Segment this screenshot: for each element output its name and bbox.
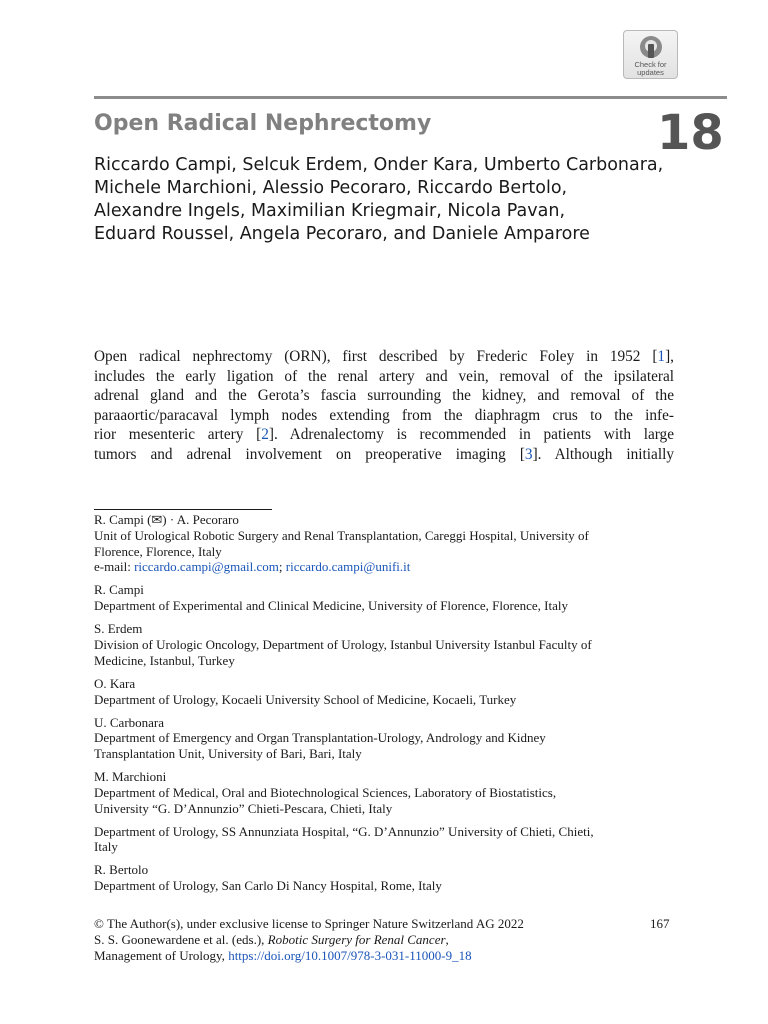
author-list — [94, 154, 694, 246]
email-link-unifi[interactable]: riccardo.campi@unifi.it — [285, 559, 411, 575]
affiliation-dept: Department of Emergency and Organ Transplantation-Urology, Andrology and Kidney — [94, 730, 546, 746]
editors-text: S. S. Goonewardene et al. (eds.), — [94, 931, 268, 947]
doi-link[interactable]: https://doi.org/10.1007/978-3-031-11000-9_18 — [228, 947, 472, 963]
body-text: tumors and adrenal involvement on preoperative imaging [ — [94, 445, 525, 463]
body-text: ]. Although initially — [532, 445, 674, 463]
affiliation-dept: Florence, Florence, Italy — [94, 543, 222, 559]
author-line: Alexandre Ingels, Maximilian Kriegmair, Nicola Pavan, — [94, 201, 566, 221]
body-line — [94, 425, 674, 445]
affiliations — [94, 512, 674, 901]
affiliation-dept: Department of Urology, Kocaeli University School of Medicine, Kocaeli, Turkey — [94, 691, 517, 707]
series-text: Management of Urology, — [94, 947, 229, 963]
badge-label-line1: Check for — [634, 60, 667, 69]
author-line: Michele Marchioni, Alessio Pecoraro, Riccardo Bertolo, — [94, 178, 568, 198]
affiliation-dept: Department of Urology, SS Annunziata Hospital, “G. D’Annunzio” University of Chieti, Chieti, — [94, 823, 594, 839]
punctuation: , — [445, 931, 449, 947]
body-text: ], — [665, 348, 674, 365]
affiliation-dept: University “G. D’Annunzio” Chieti-Pescara, Chieti, Italy — [94, 800, 393, 816]
affiliation-names: R. Campi — [94, 582, 144, 598]
body-line: paraaortic/paracaval lymph nodes extending from the diaphragm crus to the infe- — [94, 406, 674, 424]
affiliation-block — [94, 676, 674, 708]
author-line: Eduard Roussel, Angela Pecoraro, and Daniele Amparore — [94, 224, 590, 244]
body-text: ]. Adrenalectomy is recommended in patients with large — [268, 426, 674, 443]
affiliation-block — [94, 769, 674, 816]
affiliation-block — [94, 715, 674, 762]
body-line: includes the early ligation of the renal artery and vein, removal of the ipsilateral — [94, 367, 674, 385]
citation-link[interactable]: 3 — [524, 445, 533, 463]
email-line — [94, 559, 674, 575]
email-separator: ; — [278, 559, 286, 575]
affiliation-block — [94, 582, 674, 614]
affiliation-names: M. Marchioni — [94, 769, 167, 785]
chapter-number: 18 — [657, 105, 724, 161]
email-label: e-mail: — [94, 559, 135, 575]
affiliation-dept: Division of Urologic Oncology, Department of Urology, Istanbul University Istanbul Faculty of — [94, 636, 592, 652]
check-for-updates-badge[interactable] — [623, 30, 678, 79]
book-title: Robotic Surgery for Renal Cancer — [267, 931, 446, 947]
affiliation-dept: Medicine, Istanbul, Turkey — [94, 652, 235, 668]
page-number: 167 — [650, 916, 670, 931]
affiliation-dept: Transplantation Unit, University of Bari, Bari, Italy — [94, 746, 362, 762]
body-paragraph — [94, 347, 674, 464]
affiliation-names: S. Erdem — [94, 621, 143, 637]
page-footer — [94, 916, 674, 963]
body-line — [94, 347, 674, 367]
affiliation-dept: Italy — [94, 839, 118, 855]
affiliation-dept: Unit of Urological Robotic Surgery and Renal Transplantation, Careggi Hospital, University of — [94, 527, 589, 543]
affiliation-names: U. Carbonara — [94, 714, 165, 730]
series-line — [94, 948, 674, 964]
badge-label-line2: updates — [637, 68, 664, 77]
footnote-rule — [94, 509, 272, 510]
affiliation-names: R. Bertolo — [94, 862, 149, 878]
affiliation-names: R. Campi (✉) · A. Pecoraro — [94, 512, 239, 527]
citation-line — [94, 932, 674, 948]
email-link-gmail[interactable]: riccardo.campi@gmail.com — [134, 559, 279, 575]
affiliation-block — [94, 621, 674, 668]
citation-link[interactable]: 1 — [657, 348, 666, 365]
body-text: rior mesenteric artery [ — [94, 426, 262, 443]
affiliation-dept: Department of Urology, San Carlo Di Nancy Hospital, Rome, Italy — [94, 878, 442, 894]
affiliation-dept: Department of Experimental and Clinical Medicine, University of Florence, Florence, Italy — [94, 598, 568, 614]
affiliation-names: O. Kara — [94, 675, 136, 691]
crossmark-icon — [640, 36, 662, 58]
chapter-title: Open Radical Nephrectomy — [94, 111, 432, 136]
citation-link[interactable]: 2 — [261, 426, 269, 443]
body-text: Open radical nephrectomy (ORN), first described by Frederic Foley in 1952 [ — [94, 348, 658, 365]
affiliation-block — [94, 862, 674, 894]
body-line: adrenal gland and the Gerota’s fascia surrounding the kidney, and removal of the — [94, 387, 674, 404]
author-line: Riccardo Campi, Selcuk Erdem, Onder Kara, Umberto Carbonara, — [94, 155, 664, 175]
header-rule — [94, 96, 727, 99]
affiliation-block — [94, 824, 674, 856]
affiliation-block — [94, 512, 674, 575]
copyright-line: © The Author(s), under exclusive license to Springer Nature Switzerland AG 2022 — [94, 916, 524, 931]
affiliation-dept: Department of Medical, Oral and Biotechnological Sciences, Laboratory of Biostatistics, — [94, 784, 557, 800]
body-line — [94, 445, 674, 465]
